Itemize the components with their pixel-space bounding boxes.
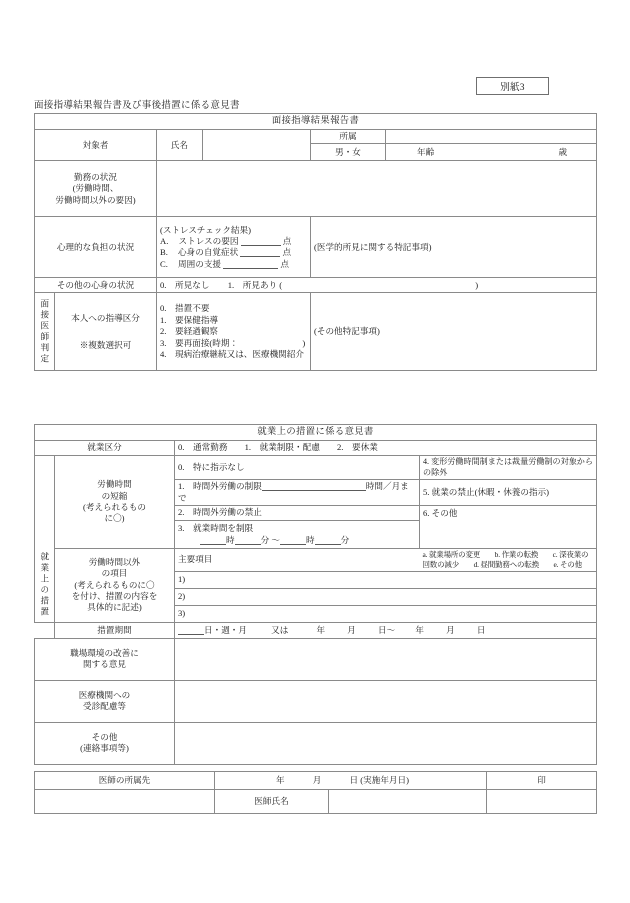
doctor-affiliation-value-cell[interactable] (35, 790, 215, 814)
workplace-improvement-row (35, 638, 597, 680)
stress-score-c-blank[interactable] (223, 260, 278, 269)
stress-check-header: (ストレスチェック結果) (160, 224, 251, 235)
other-condition-label: その他の心身の状況 (35, 278, 157, 293)
date-month-label: 月 (312, 774, 322, 785)
period-row (35, 622, 597, 638)
age-cell[interactable] (386, 144, 597, 161)
others-row (35, 722, 597, 764)
period-value-cell[interactable]: 日・週・月 又は 年 月 日～ 年 月 日 (175, 622, 597, 638)
date-day-label: 日 (実施年月日) (349, 774, 409, 785)
page-title: 面接指導結果報告書及び事後措置に係る意見書 (34, 101, 240, 111)
opinion-band-title: 就業上の措置に係る意見書 (35, 425, 597, 441)
opinion-band-row (35, 425, 597, 441)
stress-item-b[interactable]: B. 心身の自覚症状 点 (160, 247, 292, 258)
age-unit: 歳 (558, 146, 568, 157)
work-measures-vertical-label-part1 (35, 456, 55, 549)
work-class-options[interactable]: 0. 通常勤務 1. 就業制限・配慮 2. 要休業 (175, 441, 597, 456)
hours-option-6[interactable]: 6. その他 (420, 506, 597, 521)
other-condition-options-cell[interactable] (157, 278, 597, 293)
medical-note-header: (医学的所見に関する特記事項) (314, 241, 432, 252)
main-items-options[interactable]: a. 就業場所の変更 b. 作業の転換 c. 深夜業の回数の減少 d. 昼間勤務への転換 e. その他 (420, 549, 597, 572)
subject-row-1 (35, 130, 597, 144)
work-class-row (35, 441, 597, 456)
hours-reduction-row-0 (35, 456, 597, 480)
work-status-label: 勤務の状況 (労働時間、 労働時間以外の要因) (35, 161, 157, 217)
guidance-option-1[interactable]: 1. 要保健指導 (160, 314, 219, 325)
time-from-min-blank[interactable] (235, 535, 261, 544)
others-label: その他 (連絡事項等) (35, 722, 175, 764)
date-year-label: 年 (276, 774, 285, 785)
work-status-row (35, 161, 597, 217)
doctor-name-value-cell[interactable] (329, 790, 487, 814)
doctor-judgement-row (35, 293, 597, 371)
stress-item-a[interactable]: A. ストレスの要因 点 (160, 236, 292, 246)
age-label: 年齢 (417, 146, 435, 157)
medical-referral-label: 医療機関への 受診配慮等 (35, 680, 175, 722)
hours-right-filler (420, 521, 597, 549)
medical-note-cell[interactable] (311, 217, 597, 278)
multi-select-note: ※複数選択可 (79, 339, 132, 350)
stress-score-a-blank[interactable] (241, 237, 281, 246)
report-band-title: 面接指導結果報告書 (35, 114, 597, 130)
stress-score-b-blank[interactable] (240, 248, 280, 257)
doctor-judgement-vertical-label: 面接医師判定 (35, 293, 55, 371)
doctor-other-note-cell[interactable] (311, 293, 597, 371)
measure-entry-1[interactable]: 1) (175, 571, 597, 588)
name-label: 氏名 (157, 130, 203, 161)
guidance-class-label-cell (55, 293, 157, 371)
seal-label: 印 (487, 772, 597, 790)
guidance-option-0[interactable]: 0. 措置不要 (160, 303, 210, 314)
gender-option[interactable]: 男・女 (311, 144, 386, 161)
doctor-name-label: 医師氏名 (215, 790, 329, 814)
other-condition-row (35, 278, 597, 293)
mental-load-label: 心理的な負担の状況 (35, 217, 157, 278)
affiliation-label: 所属 (311, 130, 386, 144)
subject-label: 対象者 (35, 130, 157, 161)
work-measures-opinion-table (34, 424, 597, 765)
main-items-label: 主要項目 (175, 549, 420, 572)
attachment-tag-box (476, 77, 549, 95)
period-count-blank[interactable] (178, 625, 204, 634)
medical-referral-value-cell[interactable] (175, 680, 597, 722)
hours-option-3[interactable]: 3. 就業時間を制限 時 分 ～ 時 分 (175, 521, 420, 549)
work-measures-vertical-label-part2: 就業上の措置 (35, 549, 55, 623)
other-condition-option-1-close: ) (475, 279, 479, 290)
work-class-label: 就業区分 (35, 441, 175, 456)
medical-referral-row (35, 680, 597, 722)
other-measures-row-0 (35, 549, 597, 572)
workplace-improvement-label: 職場環境の改善に 関する意見 (35, 638, 175, 680)
hours-reduction-label: 労働時間 の短縮 (考えられるもの に〇) (55, 456, 175, 549)
guidance-options-cell[interactable] (157, 293, 311, 371)
other-measures-label: 労働時間以外 の項目 (考えられるものに〇 を付け、措置の内容を 具体的に記述) (55, 549, 175, 623)
workplace-improvement-value-cell[interactable] (175, 638, 597, 680)
work-time-range[interactable]: 時 分 ～ 時 分 (178, 535, 416, 546)
hours-option-0[interactable]: 0. 特に指示なし (175, 456, 420, 480)
time-from-hour-blank[interactable] (200, 535, 226, 544)
interview-report-table (34, 113, 597, 371)
doctor-affiliation-label: 医師の所属先 (35, 772, 215, 790)
period-label: 措置期間 (55, 622, 175, 638)
hours-option-2[interactable]: 2. 時間外労働の禁止 (175, 506, 420, 521)
others-value-cell[interactable] (175, 722, 597, 764)
attachment-tag-label: 別紙3 (500, 83, 525, 93)
measure-entry-2[interactable]: 2) (175, 588, 597, 605)
report-band-row (35, 114, 597, 130)
period-vertical-filler (35, 622, 55, 638)
signature-table (34, 771, 597, 814)
affiliation-value-cell[interactable] (386, 130, 597, 144)
guidance-option-2[interactable]: 2. 要経過観察 (160, 326, 219, 337)
signature-header-row (35, 772, 597, 790)
seal-value-cell[interactable] (487, 790, 597, 814)
guidance-class-label: 本人への指導区分 (71, 312, 140, 323)
guidance-option-4[interactable]: 4. 現病治療継続又は、医療機関紹介 (160, 348, 304, 359)
other-condition-option-0[interactable]: 0. 所見なし (160, 279, 210, 290)
hours-option-1[interactable]: 1. 時間外労働の制限 時間／月まで (175, 480, 420, 506)
doctor-other-note-header: (その他特記事項) (314, 326, 380, 337)
time-to-hour-blank[interactable] (280, 535, 306, 544)
stress-check-cell[interactable] (157, 217, 311, 278)
name-value-cell[interactable] (203, 130, 311, 161)
measure-entry-3[interactable]: 3) (175, 605, 597, 622)
time-to-min-blank[interactable] (315, 535, 341, 544)
hours-option-5[interactable]: 5. 就業の禁止(休暇・休養の指示) (420, 480, 597, 506)
guidance-option-3[interactable]: 3. 要再面接(時期： ) (160, 337, 306, 348)
hours-option-4[interactable]: 4. 変形労働時間制または裁量労働制の対象からの除外 (420, 456, 597, 480)
other-condition-option-1[interactable]: 1. 所見あり ( (227, 279, 283, 290)
signature-value-row (35, 790, 597, 814)
stress-item-c[interactable]: C. 周囲の支援 点 (160, 258, 289, 269)
mental-load-row (35, 217, 597, 278)
overtime-limit-blank[interactable] (262, 482, 366, 491)
implementation-date-cell[interactable] (215, 772, 487, 790)
work-status-value-cell[interactable] (157, 161, 597, 217)
